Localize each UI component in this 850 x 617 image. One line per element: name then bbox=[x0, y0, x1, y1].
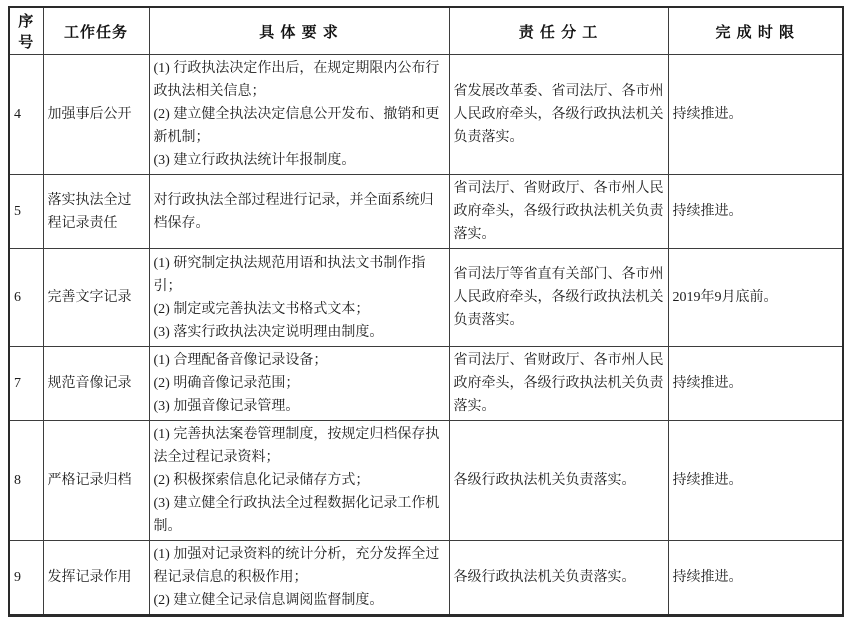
requirement-line: 对行政执法全部过程进行记录，并全面系统归档保存。 bbox=[153, 192, 434, 231]
table-body bbox=[9, 55, 843, 616]
table-row bbox=[9, 249, 843, 347]
cell-requirements bbox=[149, 175, 449, 249]
cell-task: 规范音像记录 bbox=[43, 347, 149, 421]
requirement-line: (2) 建立健全记录信息调阅监督制度。 bbox=[153, 593, 384, 608]
table-row bbox=[9, 347, 843, 421]
requirement-line: (1) 完善执法案卷管理制度，按规定归档保存执法全过程记录资料； bbox=[153, 427, 440, 465]
requirement-line: (2) 制定或完善执法文书格式文本； bbox=[153, 301, 370, 317]
cell-responsibility: 省发展改革委、省司法厅、各市州人民政府牵头，各级行政执法机关负责落实。 bbox=[449, 55, 668, 175]
cell-task: 加强事后公开 bbox=[43, 55, 149, 175]
table-row bbox=[9, 541, 843, 616]
cell-deadline: 持续推进。 bbox=[668, 541, 843, 616]
cell-deadline: 持续推进。 bbox=[668, 421, 843, 541]
cell-responsibility: 省司法厅等省直有关部门、各市州人民政府牵头，各级行政执法机关负责落实。 bbox=[449, 249, 668, 347]
requirement-line: (3) 建立行政执法统计年报制度。 bbox=[153, 153, 356, 168]
cell-responsibility: 各级行政执法机关负责落实。 bbox=[449, 421, 668, 541]
requirement-line: (2) 积极探索信息化记录储存方式； bbox=[153, 473, 370, 488]
cell-deadline: 持续推进。 bbox=[668, 55, 843, 175]
requirement-line: (1) 加强对记录资料的统计分析，充分发挥全过程记录信息的积极作用； bbox=[153, 547, 440, 585]
cell-no: 5 bbox=[9, 175, 43, 249]
cell-no: 9 bbox=[9, 541, 43, 616]
cell-task: 落实执法全过程记录责任 bbox=[43, 175, 149, 249]
cell-task: 完善文字记录 bbox=[43, 249, 149, 347]
cell-requirements bbox=[149, 249, 449, 347]
table-row bbox=[9, 421, 843, 541]
cell-no: 4 bbox=[9, 55, 43, 175]
cell-deadline: 2019年9月底前。 bbox=[668, 249, 843, 347]
cell-deadline: 持续推进。 bbox=[668, 347, 843, 421]
requirement-line: (3) 建立健全行政执法全过程数据化记录工作机制。 bbox=[153, 496, 440, 534]
requirement-line: (2) 建立健全执法决定信息公开发布、撤销和更新机制； bbox=[153, 107, 440, 145]
requirement-line: (1) 行政执法决定作出后，在规定期限内公布行政执法相关信息； bbox=[153, 61, 440, 99]
cell-task: 严格记录归档 bbox=[43, 421, 149, 541]
header-row bbox=[9, 7, 843, 55]
cell-no: 7 bbox=[9, 347, 43, 421]
cell-task: 发挥记录作用 bbox=[43, 541, 149, 616]
table-row bbox=[9, 175, 843, 249]
cell-no: 8 bbox=[9, 421, 43, 541]
requirement-line: (2) 明确音像记录范围； bbox=[153, 376, 300, 391]
cell-requirements bbox=[149, 347, 449, 421]
requirement-line: (3) 加强音像记录管理。 bbox=[153, 399, 300, 414]
cell-requirements bbox=[149, 421, 449, 541]
cell-requirements bbox=[149, 55, 449, 175]
column-header-responsibility: 责 任 分 工 bbox=[449, 7, 668, 55]
cell-requirements bbox=[149, 541, 449, 616]
column-header-no: 序号 bbox=[9, 7, 43, 55]
cell-deadline: 持续推进。 bbox=[668, 175, 843, 249]
cell-responsibility: 省司法厅、省财政厅、各市州人民政府牵头，各级行政执法机关负责落实。 bbox=[449, 175, 668, 249]
cell-responsibility: 各级行政执法机关负责落实。 bbox=[449, 541, 668, 616]
table-row bbox=[9, 55, 843, 175]
cell-no: 6 bbox=[9, 249, 43, 347]
column-header-deadline: 完 成 时 限 bbox=[668, 7, 843, 55]
column-header-requirements: 具 体 要 求 bbox=[149, 7, 449, 55]
cell-responsibility: 省司法厅、省财政厅、各市州人民政府牵头，各级行政执法机关负责落实。 bbox=[449, 347, 668, 421]
work-task-table bbox=[8, 6, 844, 617]
requirement-line: (1) 合理配备音像记录设备； bbox=[153, 353, 328, 368]
requirement-line: (3) 落实行政执法决定说明理由制度。 bbox=[153, 324, 384, 340]
requirement-line: (1) 研究制定执法规范用语和执法文书制作指引； bbox=[153, 255, 426, 294]
column-header-task: 工作任务 bbox=[43, 7, 149, 55]
